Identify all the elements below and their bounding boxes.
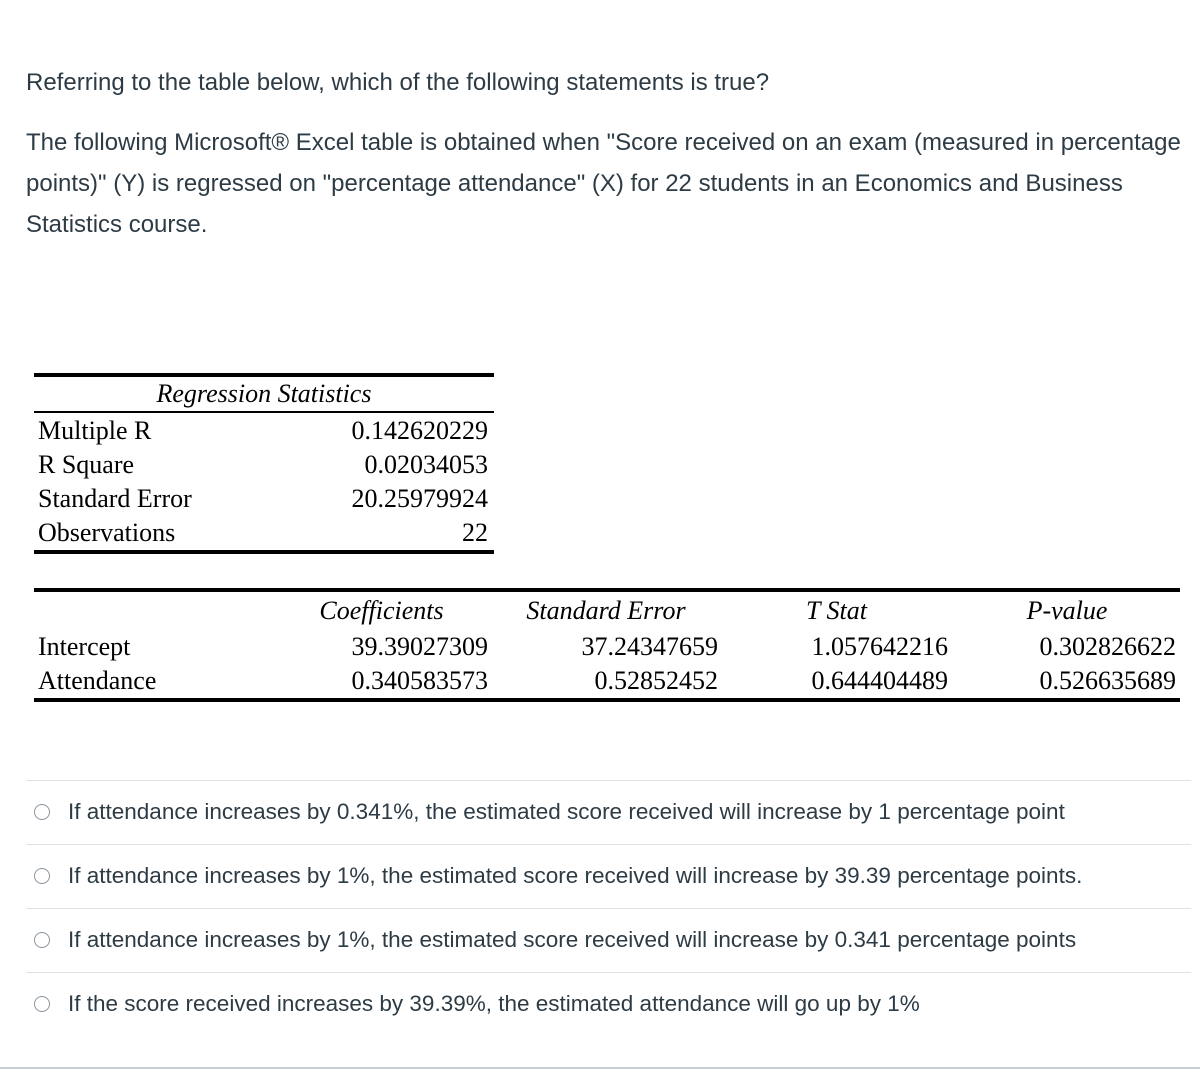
radio-button[interactable] (34, 868, 50, 884)
table-cell: 39.39027309 (351, 632, 488, 661)
table-cell: 0.644404489 (811, 666, 948, 695)
radio-button[interactable] (34, 996, 50, 1012)
row-label: Attendance (38, 666, 157, 695)
question-prompt: Referring to the table below, which of the following statements is true? (26, 69, 770, 96)
table-top-rule (34, 588, 1180, 592)
divider (0, 1067, 1200, 1069)
question-description: The following Microsoft® Excel table is obtained when "Score received on an exam (measured in percentage points)" (Y) is regressed on "percentage attendance" (X) for 22 students in an Economics and Business Statistics course. (26, 129, 1181, 238)
answer-option[interactable] (26, 844, 1191, 908)
column-header: Coefficients (319, 596, 444, 625)
column-header: T Stat (806, 596, 867, 625)
regression-statistics-header: Regression Statistics (156, 379, 372, 408)
table-cell: 0.340583573 (351, 666, 488, 695)
radio-button[interactable] (34, 804, 50, 820)
column-header: P-value (1026, 596, 1108, 625)
answer-option-label: If attendance increases by 1%, the estimated score received will increase by 39.39 percentage points. (68, 863, 1083, 888)
stat-label: Multiple R (38, 416, 152, 445)
stat-label: Standard Error (38, 484, 192, 513)
question-text (26, 62, 1191, 245)
table-bottom-rule (34, 698, 1180, 702)
regression-statistics-table (34, 373, 494, 555)
header-rule (34, 411, 494, 413)
stat-label: R Square (38, 450, 135, 479)
stat-label: Observations (38, 518, 176, 547)
answer-option[interactable] (26, 780, 1191, 844)
table-cell: 37.24347659 (581, 632, 718, 661)
stat-value: 20.25979924 (351, 484, 488, 513)
answer-options (26, 780, 1191, 1036)
answer-option[interactable] (26, 972, 1191, 1036)
table-cell: 1.057642216 (811, 632, 948, 661)
answer-option[interactable] (26, 908, 1191, 972)
stat-value: 22 (462, 518, 488, 547)
table-cell: 0.52852452 (594, 666, 718, 695)
radio-button[interactable] (34, 932, 50, 948)
coefficients-table (34, 588, 1180, 704)
table-top-rule (34, 373, 494, 377)
table-bottom-rule (34, 550, 494, 554)
answer-option-label: If attendance increases by 0.341%, the estimated score received will increase by 1 percentage point (68, 799, 1065, 824)
stat-value: 0.142620229 (351, 416, 488, 445)
stat-value: 0.02034053 (364, 450, 488, 479)
table-cell: 0.302826622 (1039, 632, 1176, 661)
answer-option-label: If the score received increases by 39.39%, the estimated attendance will go up by 1% (68, 991, 920, 1016)
row-label: Intercept (38, 632, 131, 661)
answer-option-label: If attendance increases by 1%, the estimated score received will increase by 0.341 percentage points (68, 927, 1077, 952)
table-cell: 0.526635689 (1039, 666, 1176, 695)
column-header: Standard Error (526, 596, 686, 625)
